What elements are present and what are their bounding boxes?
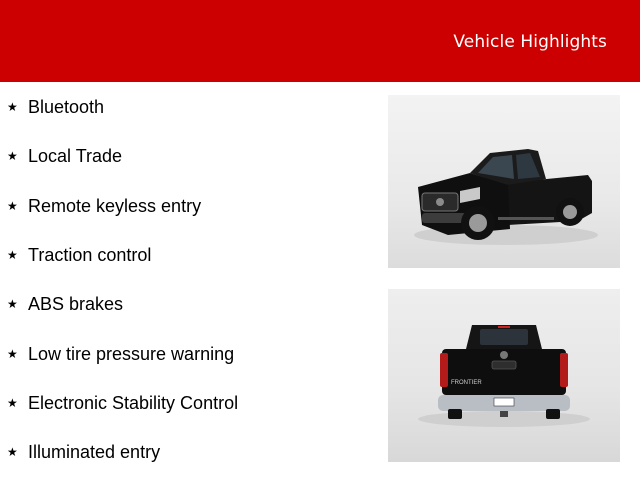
feature-item	[7, 95, 104, 119]
feature-label: Low tire pressure warning	[28, 343, 235, 364]
truck-front-illustration	[388, 95, 620, 268]
star-icon: ★	[7, 149, 18, 163]
star-icon: ★	[7, 297, 18, 311]
feature-item	[7, 391, 238, 415]
header-banner	[0, 0, 640, 82]
feature-item	[7, 194, 201, 218]
star-icon: ★	[7, 347, 18, 361]
feature-item	[7, 144, 122, 168]
page-title: Vehicle Highlights	[453, 32, 607, 52]
truck-rear-illustration	[388, 289, 620, 462]
star-icon: ★	[7, 396, 18, 410]
feature-label: Remote keyless entry	[28, 195, 202, 216]
star-icon: ★	[7, 100, 18, 114]
feature-item	[7, 243, 151, 267]
star-icon: ★	[7, 248, 18, 262]
feature-label: Electronic Stability Control	[28, 392, 239, 413]
feature-item	[7, 342, 234, 366]
truck-rear-photo	[388, 289, 620, 462]
feature-label: Local Trade	[28, 145, 123, 166]
feature-item	[7, 440, 160, 464]
feature-item	[7, 292, 123, 316]
feature-label: ABS brakes	[28, 293, 124, 314]
truck-front-photo	[388, 95, 620, 268]
feature-label: Illuminated entry	[28, 441, 161, 462]
feature-label: Bluetooth	[28, 96, 105, 117]
feature-label: Traction control	[28, 244, 152, 265]
star-icon: ★	[7, 445, 18, 459]
star-icon: ★	[7, 199, 18, 213]
truck-badge-text: FRONTIER	[451, 380, 482, 386]
